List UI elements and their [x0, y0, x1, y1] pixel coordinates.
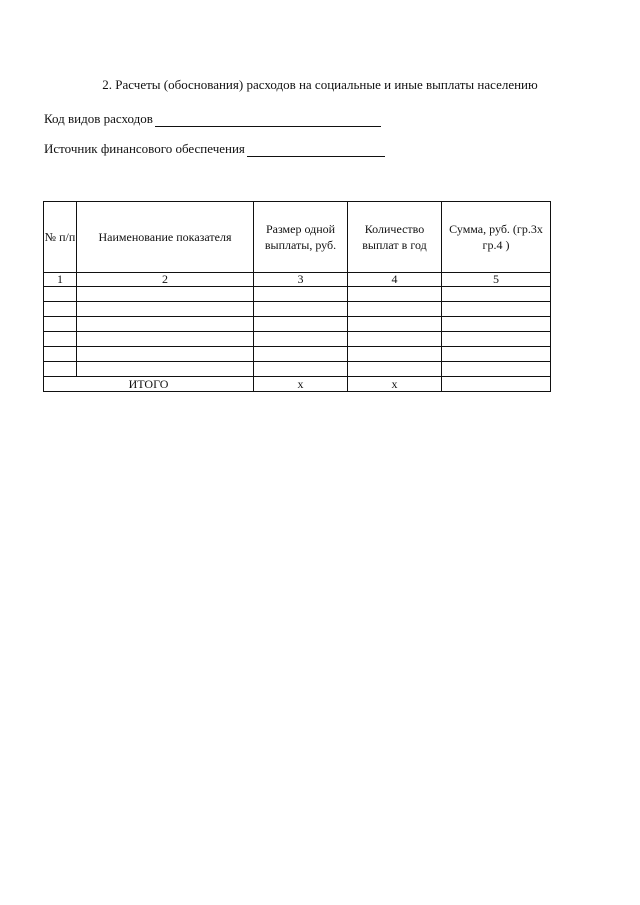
column-number: 1: [44, 273, 77, 287]
table-cell: [442, 302, 551, 317]
total-col5: [442, 377, 551, 392]
total-row: [44, 377, 551, 392]
table-row: [44, 302, 551, 317]
column-number: 4: [348, 273, 442, 287]
total-col4: x: [348, 377, 442, 392]
funding-source-blank: [247, 144, 385, 157]
header-payment-size: Размер одной выплаты, руб.: [254, 202, 348, 273]
table-cell: [442, 317, 551, 332]
header-indicator-name: Наименование показателя: [77, 202, 254, 273]
table-cell: [348, 302, 442, 317]
table-cell: [254, 332, 348, 347]
table-cell: [442, 362, 551, 377]
table-row: [44, 317, 551, 332]
table-row: [44, 362, 551, 377]
table-cell: [77, 362, 254, 377]
column-number: 5: [442, 273, 551, 287]
table-cell: [348, 362, 442, 377]
header-payment-count: Количество выплат в год: [348, 202, 442, 273]
total-col3: x: [254, 377, 348, 392]
expense-code-blank: [155, 114, 381, 127]
table-cell: [44, 302, 77, 317]
payments-table: [43, 201, 551, 392]
total-label: ИТОГО: [44, 377, 254, 392]
table-cell: [254, 347, 348, 362]
table-body: [44, 287, 551, 377]
table-cell: [77, 287, 254, 302]
column-number: 2: [77, 273, 254, 287]
header-sum: Сумма, руб. (гр.3х гр.4 ): [442, 202, 551, 273]
funding-source-label: Источник финансового обеспечения: [44, 141, 245, 156]
header-number: № п/п: [44, 202, 77, 273]
table-row: [44, 332, 551, 347]
expense-code-label: Код видов расходов: [44, 111, 153, 126]
column-number-row: [44, 273, 551, 287]
table-cell: [44, 362, 77, 377]
table-cell: [254, 287, 348, 302]
table-cell: [77, 317, 254, 332]
table-cell: [77, 302, 254, 317]
expense-code-field: [44, 111, 381, 127]
table-cell: [44, 317, 77, 332]
table-cell: [44, 347, 77, 362]
table-cell: [442, 347, 551, 362]
table-cell: [254, 362, 348, 377]
table-cell: [348, 332, 442, 347]
table-header-row: [44, 202, 551, 273]
table-cell: [44, 287, 77, 302]
funding-source-field: [44, 141, 385, 157]
column-number: 3: [254, 273, 348, 287]
table-cell: [348, 317, 442, 332]
table-row: [44, 287, 551, 302]
table-cell: [77, 347, 254, 362]
table-cell: [77, 332, 254, 347]
table-cell: [442, 332, 551, 347]
table-cell: [254, 317, 348, 332]
table-cell: [442, 287, 551, 302]
table-cell: [348, 347, 442, 362]
table-cell: [254, 302, 348, 317]
table-cell: [348, 287, 442, 302]
table-row: [44, 347, 551, 362]
section-heading: 2. Расчеты (обоснования) расходов на социальные и иные выплаты населению: [102, 77, 538, 92]
table-cell: [44, 332, 77, 347]
